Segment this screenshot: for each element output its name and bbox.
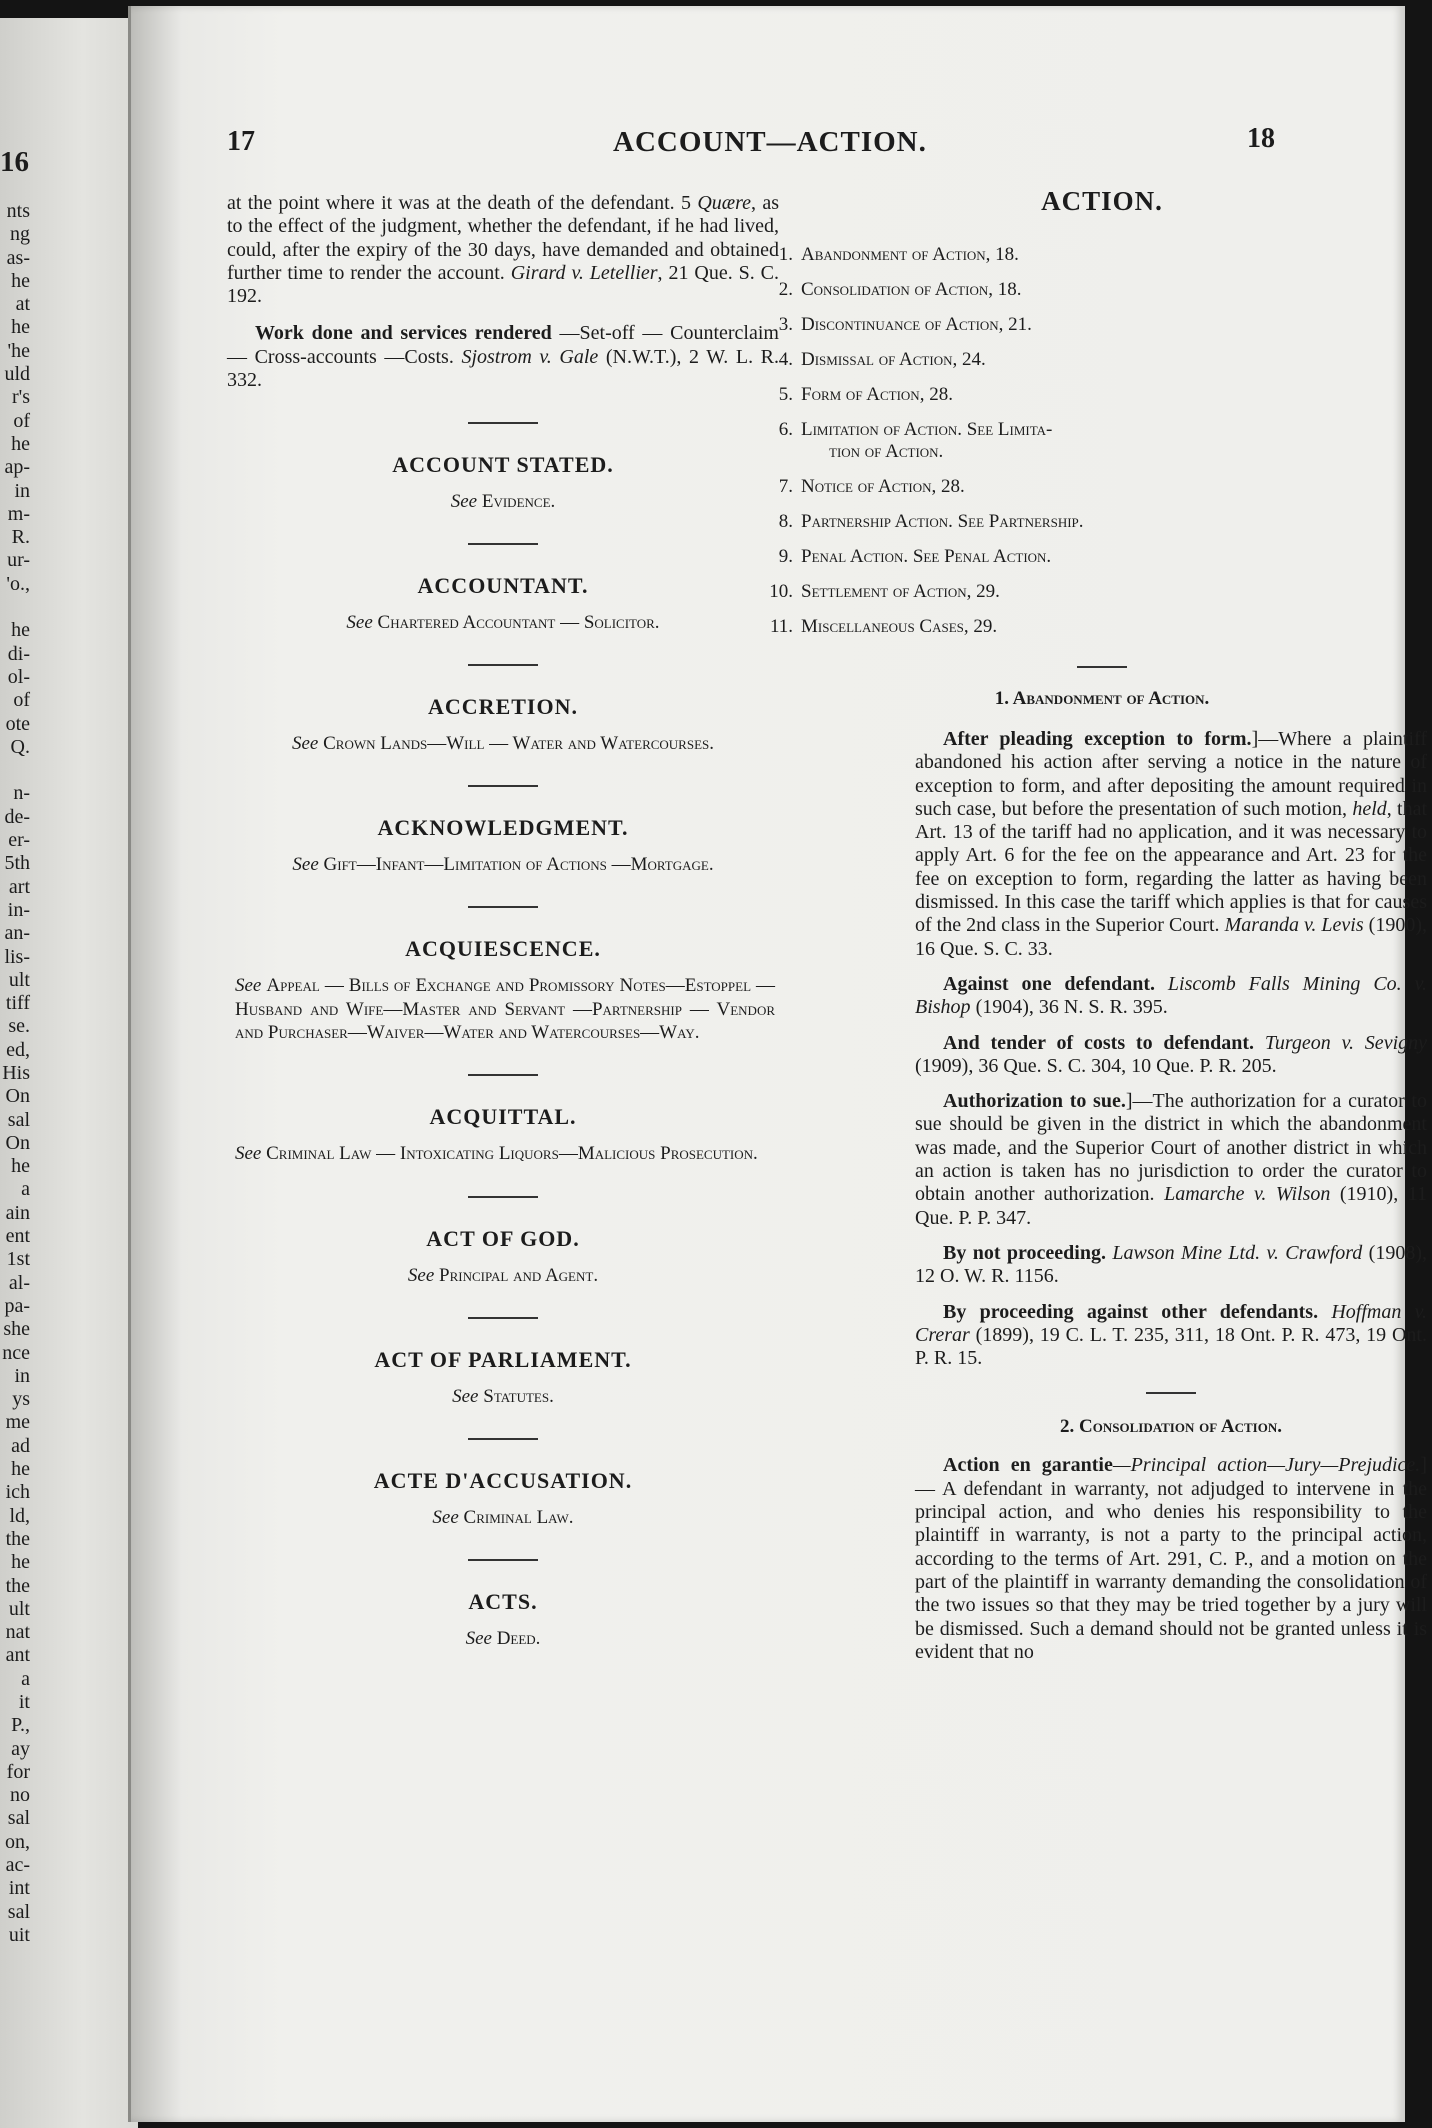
previous-page-fragment: he (11, 1551, 30, 1574)
previous-page-fragment: nce (2, 1341, 30, 1364)
toc-item: 7. Notice of Action, 28. (778, 476, 965, 497)
cross-reference: See Criminal Law — Intoxicating Liquors—Malicious Prosecution. (235, 1143, 758, 1165)
previous-page-fragment: he (11, 1155, 30, 1178)
previous-page-fragment: ng (10, 223, 30, 246)
previous-page-fragment: ol- (7, 665, 30, 688)
previous-page-fragment: ap- (4, 456, 30, 479)
previous-page-fragment: he (11, 619, 30, 642)
toc-item: 6. Limitation of Action. See Limita- (778, 419, 1053, 440)
previous-page-fragment: se. (8, 1015, 30, 1038)
heading-acknowledgment: ACKNOWLEDGMENT. (377, 815, 629, 841)
previous-page-fragment: ult (8, 1597, 30, 1620)
previous-page-fragment: m- (7, 502, 30, 525)
previous-page-fragment: His (2, 1061, 30, 1084)
previous-page-fragment: uld (4, 363, 30, 386)
previous-page-fragment: in (14, 479, 30, 502)
previous-page-fragment: on, (5, 1830, 30, 1853)
toc-item: 10. Settlement of Action, 29. (769, 581, 1000, 602)
previous-page-fragment: ay (11, 1737, 30, 1760)
previous-page-fragment: of (13, 689, 30, 712)
previous-page-fragment: al- (8, 1271, 30, 1294)
previous-page-fragment: ad (11, 1434, 30, 1457)
previous-page-fragment: art (8, 875, 30, 898)
running-title: ACCOUNT—ACTION. (613, 126, 927, 158)
continuation-paragraph: at the point where it was at the death of the defendant. 5 Quære, as to the effect of the judgment, whether the defendant, if he had lived, could, after the expiry of the 30 days, have demanded and obtained further time to render the account. Girard v. Letellier, 21 Que. S. C. 192. (227, 192, 779, 308)
action-table-of-contents (759, 237, 1379, 644)
previous-page-fragment: she (3, 1318, 30, 1341)
previous-page-fragment: tiff (5, 992, 30, 1015)
index-entries (223, 392, 783, 1649)
previous-page-fragment: nts (6, 200, 30, 222)
cross-reference: See Evidence. (450, 491, 556, 513)
heading-account-stated: ACCOUNT STATED. (392, 452, 614, 478)
heading-act-of-god: ACT OF GOD. (426, 1225, 580, 1251)
toc-item: 9. Penal Action. See Penal Action. (778, 546, 1052, 567)
previous-page-fragment: it (18, 1691, 30, 1713)
previous-page-fragment: er- (8, 829, 30, 852)
previous-page-fragment: in- (7, 898, 30, 921)
previous-page-fragment (0, 596, 30, 619)
cross-reference: See Statutes. (452, 1385, 554, 1407)
previous-page-fragment: ote (5, 712, 30, 735)
previous-page-edge (0, 18, 138, 2128)
paragraph-authorization: Authorization to sue.]—The authorization for a curator to sue should be given in the district in which the abandonment was made, and the Superior Court of another district in which an action is taken has no jurisdiction to order the curator to obtain another authorization. Lamarche v. Wilson (1910), 11 Que. P. P. 347. (915, 1090, 1427, 1229)
toc-item: 11. Miscellaneous Cases, 29. (769, 616, 998, 637)
toc-item: 8. Partnership Action. See Partnership. (778, 511, 1084, 532)
heading-accretion: ACCRETION. (428, 694, 578, 720)
previous-page-fragment: On (5, 1131, 30, 1154)
previous-page-fragment: ain (5, 1201, 30, 1224)
previous-page-fragment: lis- (4, 945, 30, 968)
paragraph-tender-of-costs: And tender of costs to defendant. Turgeon v. Sevigny (1909), 36 Que. S. C. 304, 10 Que. P. R. 205. (915, 1031, 1427, 1077)
cross-reference: See Gift—Infant—Limitation of Actions —Mortgage. (292, 854, 714, 876)
previous-page-fragment: 'he (7, 339, 30, 362)
subsection-heading-abandonment: 1. Abandonment of Action. (994, 688, 1210, 709)
previous-page-fragment: P., (11, 1714, 30, 1737)
paragraph-action-en-garantie: Action en garantie—Principal action—Jury—Prejudice.] — A defendant in warranty, not adjudged to intervene in the principal action, and who denies his responsibility to the plaintiff in warranty, is not a party to the principal action, according to the terms of Art. 291, C. P., and a motion on the part of the plaintiff in warranty demanding the consolidation of the two issues so that they may be tried together by a jury will be dismissed. Such a demand should not be granted unless it is evident that no (915, 1454, 1427, 1663)
previous-page-fragment: sal (7, 1108, 30, 1131)
previous-page-fragment: he (11, 1458, 30, 1481)
previous-page-fragment: di- (7, 642, 30, 665)
previous-page-fragment: 1st (6, 1248, 30, 1271)
previous-page-fragment: ur- (7, 549, 30, 572)
previous-page-fragment: de- (4, 805, 30, 828)
paragraph-other-defendants: By proceeding against other defendants. Hoffman v. Crerar (1899), 19 C. L. T. 235, 311, 18 Ont. P. R. 473, 19 Ont. P. R. 15. (915, 1300, 1428, 1370)
cross-reference: See Principal and Agent. (407, 1264, 599, 1286)
toc-item: 5. Form of Action, 28. (778, 384, 953, 405)
previous-page-fragment: a (21, 1178, 30, 1201)
previous-page-fragment: Q. (10, 735, 30, 758)
heading-acquiescence: ACQUIESCENCE. (405, 936, 601, 962)
previous-page-fragment: he (11, 269, 30, 292)
toc-item: 4. Dismissal of Action, 24. (778, 349, 986, 370)
previous-page-fragment: 5th (4, 852, 30, 875)
subsection-heading-consolidation: 2. Consolidation of Action. (1060, 1416, 1282, 1438)
previous-page-fragment: sal (7, 1807, 30, 1830)
previous-page-fragment: as- (6, 246, 30, 269)
book-page (128, 6, 1428, 2122)
previous-page-fragment: the (5, 1527, 30, 1550)
action-paragraphs (777, 728, 1432, 1664)
paragraph-after-pleading: After pleading exception to form.]—Where a plaintiff abandoned his action after serving a notice in the nature of exception to form, and after depositing the amount required in such case, but before the presentation of such motion, held, that Art. 13 of the tariff had no application, and it was necessary to apply Art. 6 for the fee on the appearance and Art. 23 for the fee on exception to form, regarding the latter as having been dismissed. In this case the tariff which applies is that for causes of the 2nd class in the Superior Court. Maranda v. Levis (1900), 16 Que. S. C. 33. (915, 728, 1428, 960)
work-done-paragraph: Work done and services rendered —Set-off — Counterclaim — Cross-accounts —Costs. Sjostrom v. Gale (N.W.T.), 2 W. L. R. 332. (227, 322, 780, 392)
previous-page-fragment: nat (5, 1621, 30, 1644)
previous-page-fragment: me (5, 1411, 30, 1434)
cross-reference: See Chartered Accountant — Solicitor. (346, 612, 660, 634)
previous-page-fragment: a (21, 1667, 30, 1690)
running-header (131, 123, 1405, 166)
previous-page-text-fragments (0, 200, 30, 1947)
previous-page-fragment: 'o., (6, 572, 30, 595)
toc-item: 3. Discontinuance of Action, 21. (778, 314, 1032, 335)
previous-page-fragment: ld, (9, 1504, 30, 1527)
heading-act-of-parliament: ACT OF PARLIAMENT. (374, 1346, 632, 1372)
previous-page-fragment: ent (5, 1225, 30, 1248)
right-column (769, 186, 1428, 1664)
previous-page-fragment: he (11, 316, 30, 339)
paragraph-against-one-defendant: Against one defendant. Liscomb Falls Mining Co. v. Bishop (1904), 36 N. S. R. 395. (915, 972, 1427, 1019)
previous-page-fragment: no (10, 1784, 30, 1807)
toc-item-continuation: tion of Action. (829, 441, 944, 462)
page-number-left: 17 (227, 126, 255, 157)
previous-page-number: 16 (0, 146, 29, 178)
previous-page-fragment: On (5, 1085, 30, 1108)
heading-acte-d-accusation: ACTE D'ACCUSATION. (373, 1467, 633, 1493)
previous-page-fragment: n- (13, 782, 30, 805)
previous-page-fragment: in (14, 1364, 30, 1387)
previous-page-fragment: the (5, 1574, 30, 1597)
previous-page-fragment: sal (7, 1900, 30, 1923)
previous-page-fragment: for (6, 1760, 30, 1783)
previous-page-fragment: at (15, 293, 30, 316)
heading-acquittal: ACQUITTAL. (429, 1104, 577, 1130)
previous-page-fragment: ed, (6, 1038, 30, 1061)
previous-page-fragment: of (13, 409, 30, 432)
previous-page-fragment: uit (8, 1923, 30, 1946)
paragraph-not-proceeding: By not proceeding. Lawson Mine Ltd. v. Crawford (1908), 12 O. W. R. 1156. (915, 1241, 1427, 1288)
toc-item: 1. Abandonment of Action, 18. (778, 244, 1019, 265)
page-number-right: 18 (1247, 123, 1275, 154)
cross-reference: See Deed. (465, 1627, 541, 1649)
previous-page-fragment: int (8, 1877, 30, 1900)
previous-page-fragment: ac- (5, 1854, 30, 1877)
previous-page-fragment: an- (4, 922, 30, 945)
previous-page-fragment: ich (5, 1481, 30, 1504)
previous-page-fragment: pa- (4, 1294, 30, 1317)
previous-page-fragment: ant (5, 1644, 30, 1667)
action-heading: ACTION. (1041, 186, 1163, 216)
toc-item: 2. Consolidation of Action, 18. (778, 279, 1022, 300)
previous-page-fragment: he (11, 432, 30, 455)
previous-page-fragment: R. (11, 526, 30, 549)
previous-page-fragment: ult (8, 968, 30, 991)
heading-accountant: ACCOUNTANT. (417, 573, 589, 599)
heading-acts: ACTS. (468, 1588, 538, 1614)
previous-page-fragment (0, 759, 30, 782)
cross-reference: See Criminal Law. (432, 1506, 574, 1528)
cross-reference: See Appeal — Bills of Exchange and Promissory Notes—Estoppel — Husband and Wife—Master and Servant —Partnership — Vendor and Purchaser—Waiver—Water and Watercourses—Way. (235, 975, 775, 1043)
previous-page-fragment: r's (11, 386, 30, 409)
cross-reference: See Crown Lands—Will — Water and Watercourses. (291, 733, 715, 755)
previous-page-fragment: ys (12, 1388, 30, 1411)
